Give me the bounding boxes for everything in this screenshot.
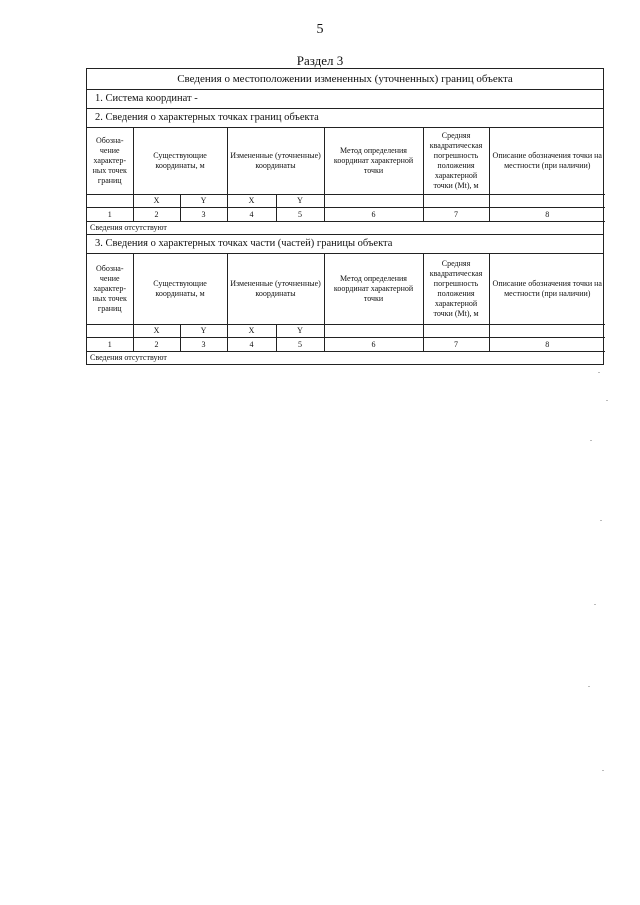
cell-empty: [489, 325, 605, 338]
section-header: Сведения о местоположении измененных (уточненных) границ объекта: [87, 69, 603, 90]
scan-speck: [598, 372, 600, 373]
col-error-header: Средняя квадратическая погрешность положения характерной точки (Mt), м: [423, 128, 489, 195]
col-changed-coords-header: Измененные (уточненные) координаты: [227, 128, 324, 195]
cell-number: 3: [180, 208, 227, 222]
cell-number: 4: [227, 208, 276, 222]
block2-table: [87, 254, 605, 352]
cell-empty: [87, 325, 133, 338]
cell-number: 1: [87, 338, 133, 352]
col-method-header: Метод определения координат характерной точки: [324, 254, 423, 325]
cell-y: Y: [180, 195, 227, 208]
cell-y: Y: [276, 325, 324, 338]
scan-speck: [606, 400, 608, 401]
scan-speck: [602, 770, 604, 771]
col-description-header: Описание обозначения точки на местности (при наличии): [489, 128, 605, 195]
cell-number: 6: [324, 338, 423, 352]
table-xy-row: [87, 325, 605, 338]
cell-x: X: [227, 325, 276, 338]
scan-speck: [588, 686, 590, 687]
cell-number: 2: [133, 208, 180, 222]
block1-table: [87, 128, 605, 222]
cell-number: 2: [133, 338, 180, 352]
col-method-header: Метод определения координат характерной точки: [324, 128, 423, 195]
cell-empty: [489, 195, 605, 208]
cell-number: 5: [276, 338, 324, 352]
section-title: Раздел 3: [296, 53, 344, 68]
cell-number: 8: [489, 208, 605, 222]
col-point-header: Обозна-чение характер-ных точек границ: [87, 254, 133, 325]
cell-empty: [423, 195, 489, 208]
scan-speck: [600, 520, 602, 521]
table-xy-row: [87, 195, 605, 208]
cell-x: X: [133, 195, 180, 208]
cell-number: 3: [180, 338, 227, 352]
col-existing-coords-header: Существующие координаты, м: [133, 254, 227, 325]
cell-empty: [324, 195, 423, 208]
cell-y: Y: [276, 195, 324, 208]
cell-number: 5: [276, 208, 324, 222]
table-header-row: [87, 254, 605, 325]
cell-number: 7: [423, 208, 489, 222]
cell-y: Y: [180, 325, 227, 338]
table-number-row: [87, 338, 605, 352]
col-description-header: Описание обозначения точки на местности (при наличии): [489, 254, 605, 325]
cell-empty: [87, 195, 133, 208]
cell-number: 1: [87, 208, 133, 222]
block1-title: 2. Сведения о характерных точках границ объекта: [87, 109, 603, 128]
block1-note: Сведения отсутствуют: [87, 222, 603, 235]
coord-system-row: 1. Система координат -: [87, 90, 603, 109]
col-error-header: Средняя квадратическая погрешность положения характерной точки (Mt), м: [423, 254, 489, 325]
section-frame: [86, 68, 604, 365]
col-existing-coords-header: Существующие координаты, м: [133, 128, 227, 195]
cell-number: 8: [489, 338, 605, 352]
col-point-header: Обозна-чение характер-ных точек границ: [87, 128, 133, 195]
block2-note: Сведения отсутствуют: [90, 353, 167, 362]
page-number: 5: [316, 22, 324, 37]
table-header-row: [87, 128, 605, 195]
cell-number: 6: [324, 208, 423, 222]
block2-title: 3. Сведения о характерных точках части (частей) границы объекта: [87, 235, 603, 254]
cell-number: 4: [227, 338, 276, 352]
scan-speck: [594, 604, 596, 605]
cell-x: X: [133, 325, 180, 338]
cell-empty: [324, 325, 423, 338]
cell-empty: [423, 325, 489, 338]
table-number-row: [87, 208, 605, 222]
scan-speck: [590, 440, 592, 441]
cell-number: 7: [423, 338, 489, 352]
col-changed-coords-header: Измененные (уточненные) координаты: [227, 254, 324, 325]
cell-x: X: [227, 195, 276, 208]
